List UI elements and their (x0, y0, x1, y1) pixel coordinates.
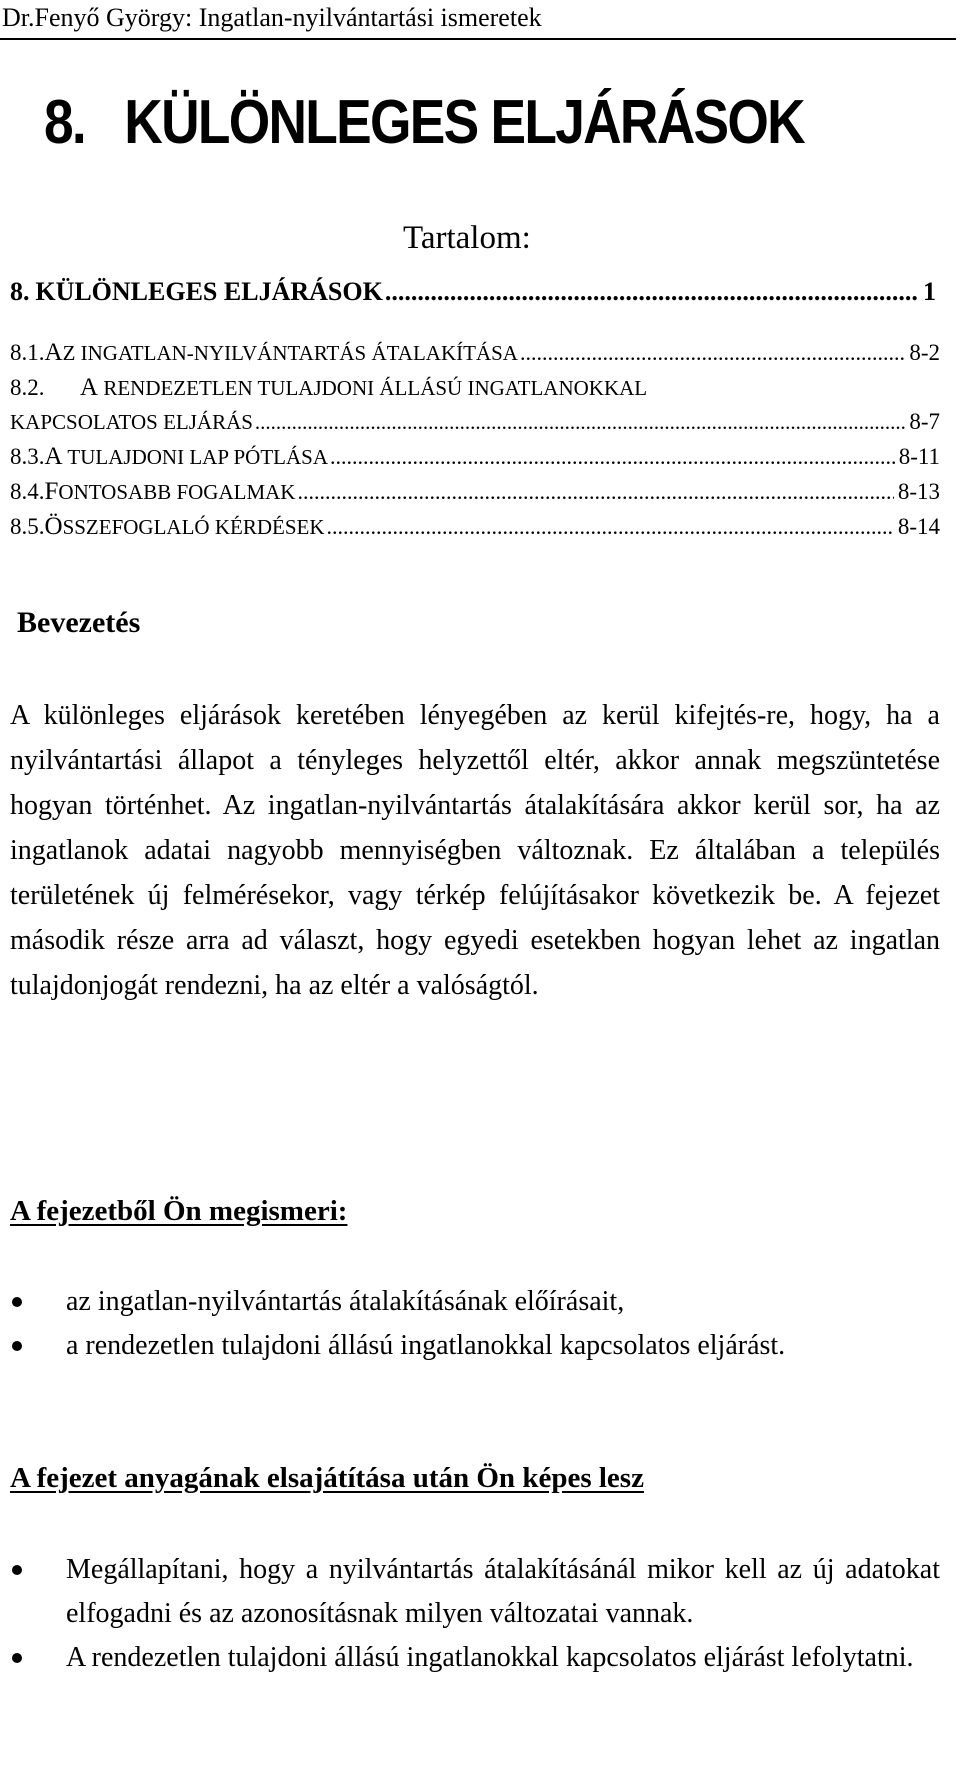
bullet-icon (12, 1341, 22, 1351)
toc-leader-dots (385, 274, 919, 310)
toc-entry-8-2-continuation[interactable] (10, 405, 940, 439)
toc-entry-page: 8-14 (897, 514, 940, 539)
list-item-text: Megállapítani, hogy a nyilvántartás átalakításánál mikor kell az új adatokat elfogadni és az azonosításnak milyen változatai vannak. (66, 1554, 940, 1629)
toc-entry-text: AZ INGATLAN-NYILVÁNTARTÁS ÁTALAKÍTÁSA (44, 339, 518, 366)
toc-entry-page: 8-2 (909, 340, 940, 365)
list-item (10, 1548, 940, 1636)
list-item (10, 1636, 940, 1680)
toc-entry-number: 8.5. (10, 514, 45, 539)
toc-entry-number: 8.4. (10, 479, 45, 504)
intro-heading: Bevezetés (17, 606, 141, 639)
toc-entry-8-4[interactable] (10, 475, 940, 509)
bullet-icon (12, 1565, 22, 1575)
toc-entry-page: 8-13 (897, 479, 940, 504)
list-item-text: az ingatlan-nyilvántartás átalakításának előírásait, (66, 1286, 625, 1317)
skills-heading: A fejezet anyagának elsajátítása után Ön képes lesz (10, 1462, 644, 1494)
toc-entry-text: KÜLÖNLEGES ELJÁRÁSOK (35, 277, 383, 306)
list-item-text: A rendezetlen tulajdoni állású ingatlanokkal kapcsolatos eljárást lefolytatni. (66, 1642, 914, 1673)
toc-entry-page: 8-7 (909, 409, 940, 434)
toc-entry-text: ÖSSZEFOGLALÓ KÉRDÉSEK (44, 513, 325, 540)
running-header: Dr.Fenyő György: Ingatlan-nyilvántartási ismeretek (0, 0, 956, 40)
toc-entry-number: 8.2. (10, 375, 45, 400)
learn-heading: A fejezetből Ön megismeri: (10, 1195, 348, 1227)
bullet-icon (12, 1653, 22, 1663)
toc-heading: Tartalom: (403, 220, 531, 256)
toc-entry-number: 8.3. (10, 444, 45, 469)
toc-entry-8-5[interactable] (10, 510, 940, 544)
learn-list (10, 1280, 940, 1374)
toc-entry-number: 8.1. (10, 340, 45, 365)
toc-entry-page: 1 (923, 277, 936, 306)
toc-entry-page: 8-11 (898, 444, 940, 469)
toc-entry-main[interactable] (10, 274, 936, 310)
bullet-icon (12, 1297, 22, 1307)
list-item-text: a rendezetlen tulajdoni állású ingatlanokkal kapcsolatos eljárást. (66, 1330, 786, 1361)
toc-entry-text: A TULAJDONI LAP PÓTLÁSA (44, 443, 328, 470)
toc-leader-dots (327, 510, 894, 544)
list-item (10, 1324, 940, 1368)
chapter-title: 8. KÜLÖNLEGES ELJÁRÁSOK (44, 88, 804, 157)
toc-leader-dots (255, 405, 905, 439)
toc-leader-dots (520, 336, 905, 370)
toc-entry-number: 8. (10, 277, 30, 306)
intro-paragraph: A különleges eljárások keretében lényegében az kerül kifejtés-re, hogy, ha a nyilvántartási állapot a tényleges helyzettől eltér, akkor annak megszüntetése hogyan történhet. Az ingatlan-nyilvántartás átalakítására akkor kerül sor, ha az ingatlanok adatai nagyobb mennyiségben változnak. Ez általában a település területének új felmérésekor, vagy térkép felújításakor következik be. A fejezet második része arra ad választ, hogy egyedi esetekben hogyan lehet az ingatlan tulajdonjogát rendezni, ha az eltér a valóságtól. (10, 700, 940, 1001)
toc-entry-text: FONTOSABB FOGALMAK (44, 478, 296, 505)
toc-entry-8-2[interactable] (10, 371, 940, 405)
list-item (10, 1280, 940, 1324)
toc-entry-8-1[interactable] (10, 336, 940, 370)
toc-leader-dots (330, 440, 895, 474)
toc-entry-text: A RENDEZETLEN TULAJDONI ÁLLÁSÚ INGATLANOKKAL (80, 374, 648, 401)
toc-entry-8-3[interactable] (10, 440, 940, 474)
skills-list (10, 1548, 940, 1686)
toc-leader-dots (297, 475, 893, 509)
toc-entry-text: KAPCSOLATOS ELJÁRÁS (10, 410, 253, 434)
